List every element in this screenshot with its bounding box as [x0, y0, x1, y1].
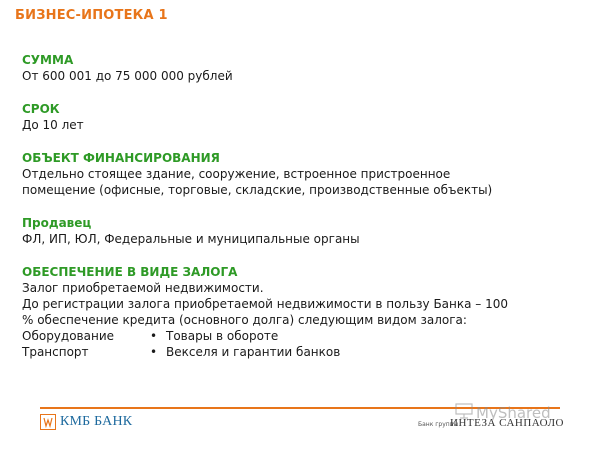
collateral-type-left: Оборудование [22, 329, 114, 343]
collateral-pair-row [22, 344, 582, 360]
object-heading: ОБЪЕКТ ФИНАНСИРОВАНИЯ [22, 151, 220, 165]
collateral-line: Залог приобретаемой недвижимости. [22, 281, 264, 295]
object-line: Отдельно стоящее здание, сооружение, встроенное пристроенное [22, 167, 451, 181]
object-section [22, 150, 582, 198]
amount-section [22, 52, 582, 84]
amount-heading: СУММА [22, 53, 74, 67]
seller-section [22, 215, 582, 247]
bullet-icon: • [150, 329, 158, 343]
slide-title: БИЗНЕС-ИПОТЕКА 1 [15, 8, 168, 23]
object-line: помещение (офисные, торговые, складские, производственные объекты) [22, 183, 493, 197]
term-section [22, 101, 582, 133]
logo-mark-glyph-icon [42, 416, 54, 428]
bullet-icon: • [150, 345, 158, 359]
watermark-text: MyShared [476, 404, 551, 422]
kmb-bank-logo-mark-icon [40, 414, 56, 430]
collateral-type-right: Векселя и гарантии банков [166, 345, 341, 359]
logo-text: КМБ БАНК [60, 414, 133, 429]
bank-group-label: Банк группы [418, 421, 459, 428]
seller-line: ФЛ, ИП, ЮЛ, Федеральные и муниципальные органы [22, 232, 360, 246]
kmb-bank-logo [40, 414, 132, 430]
slide-content [22, 52, 582, 377]
collateral-heading: ОБЕСПЕЧЕНИЕ В ВИДЕ ЗАЛОГА [22, 265, 238, 279]
collateral-body [22, 280, 582, 328]
term-line: До 10 лет [22, 118, 84, 132]
collateral-line: % обеспечение кредита (основного долга) следующим видом залога: [22, 313, 467, 327]
term-body [22, 117, 582, 133]
amount-body [22, 68, 582, 84]
watermark [455, 403, 551, 423]
seller-body [22, 231, 582, 247]
bank-group-brand: ИНТЕЗА САНПАОЛО [450, 417, 564, 429]
collateral-type-left: Транспорт [22, 345, 89, 359]
collateral-section [22, 264, 582, 360]
presentation-icon [455, 403, 473, 423]
collateral-line: До регистрации залога приобретаемой недвижимости в пользу Банка – 100 [22, 297, 509, 311]
collateral-pair-row [22, 328, 582, 344]
seller-heading: Продавец [22, 216, 92, 230]
amount-line: От 600 001 до 75 000 000 рублей [22, 69, 233, 83]
term-heading: СРОК [22, 102, 60, 116]
collateral-type-right: Товары в обороте [166, 329, 279, 343]
object-body [22, 166, 582, 198]
